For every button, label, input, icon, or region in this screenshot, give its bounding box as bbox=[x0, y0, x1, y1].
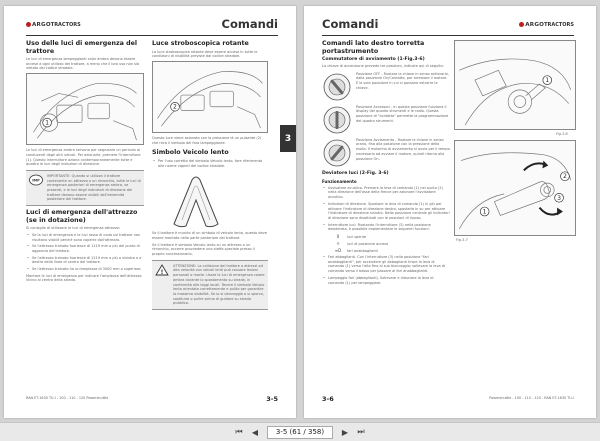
key-position-start bbox=[322, 138, 450, 168]
slow-vehicle-emblem-icon bbox=[152, 170, 268, 228]
argo-logo: ARGOTRACTORS bbox=[519, 22, 574, 28]
heading-implement-lights: Luci di emergenza dell'attrezzo (se in dotazione) bbox=[26, 209, 138, 224]
implement-intro: Si consiglia di utilizzare le luci di emergenza attrezzo: bbox=[26, 226, 120, 231]
heading-beacon: Luce stroboscopica rotante bbox=[152, 40, 249, 47]
svg-text:1: 1 bbox=[45, 120, 49, 127]
list-item: • Avvisatore acustico. Premere la leva di comando (1) nel punto (2) nella direzione dell'asse della frecce per azionare l'avvisatore acustico. bbox=[322, 186, 450, 200]
key-start-text: Posizione Avviamento - Ruotare la chiave in senso orario, fino alla posizione con la pressione della molla. Il motorino di avviamento si avvia per il tempo necessario ad avviare il motore, quindi ritorna alla posizione On. bbox=[356, 137, 450, 161]
hazard-intro: Le luci di emergenza lampeggianti color ambra devono essere accese a ogni utilizzo del trattore, a meno che il loro uso non sia vietato dal codice stradale. bbox=[26, 57, 140, 71]
list-item: • Fari abbaglianti. Con l'interruttore (3) nella posizione "fari anabbaglianti", per accendere gli abbaglianti tirare la leva di comando (1) verso l'alto fino al suo bloccaggio; sollevare la leva di comando verso il basso per passare ai fari anabbaglianti. bbox=[322, 255, 450, 274]
important-icon bbox=[29, 174, 43, 186]
last-page-icon[interactable]: ⏭ bbox=[357, 427, 365, 436]
important-text: IMPORTANTE: Quando si utilizza il trattore contenente un attrezzo o un rimorchio, tutte le luci di emergenza posteriori di emergenza ambra, se presenti, e le luci degli indicatori di direzione del trattore devono essere visibili dall'estremità posteriore del trattore. bbox=[47, 173, 141, 202]
footer-text: RAN ET-1630 TU-I - 100 - 110 - 120 Powershuttle bbox=[26, 396, 109, 400]
attention-text: ATTENZIONE: La collisione del trattore o attrezzi ad alta velocità con veicoli lenti può causare lesioni personali o morte. Usare le luci di emergenza colore ambra durante lo spostamento su strada, in conformità alle leggi locali. Tenere il simbolo Veicolo lento orientato correttamente e pulito per garantire la massima visibilità. Se lo si danneggia o si sporca, sostituire o pulire prima di guidare su strada pubblica. bbox=[173, 263, 265, 306]
prev-page-icon[interactable]: ◀ bbox=[251, 427, 259, 437]
beacon-switch-drawing bbox=[153, 62, 267, 132]
heading-hazard-lights: Uso delle luci di emergenza del trattore bbox=[26, 40, 138, 55]
svg-text:1: 1 bbox=[482, 209, 487, 216]
figure-beacon-switch bbox=[152, 61, 268, 133]
ignition-switch-drawing bbox=[455, 41, 575, 129]
first-page-icon[interactable]: ⏮ bbox=[235, 427, 243, 436]
ignition-key-start-icon bbox=[322, 138, 352, 168]
list-item: • Se l'attrezzo trainato ha un'ampiezza di 3000 mm o superiore. bbox=[26, 267, 144, 272]
section-title: Comandi bbox=[322, 17, 379, 31]
key-position-accessories bbox=[322, 105, 450, 135]
svg-text:1: 1 bbox=[545, 78, 550, 85]
attention-note bbox=[152, 260, 268, 310]
key-acc-text: Posizione Accessori - In questa posizione funziona il display del quadro strumenti e le radio. Questa posizione di "contatto" permette la programmazione del quadro strumenti. bbox=[356, 104, 449, 123]
left-column bbox=[322, 40, 450, 287]
page-header bbox=[26, 17, 278, 36]
svg-text:2: 2 bbox=[173, 104, 177, 111]
warning-triangle-icon bbox=[155, 264, 169, 276]
section-title: Comandi bbox=[221, 17, 278, 31]
svg-text:!: ! bbox=[160, 268, 164, 276]
list-item: • Se l'attrezzo trainato fuoriesce di 1219 mm o più dal punto di aggancio del trattore. bbox=[26, 244, 144, 253]
ignition-key-off-icon bbox=[322, 72, 352, 102]
svg-text:3: 3 bbox=[557, 195, 561, 202]
light-row-dipped: ≡D fari anabbaglianti bbox=[332, 248, 450, 253]
slow-vehicle-bracket: Se il trattore è simbolo Veicolo lento su un attrezzo o un rimorchio, occorre provvedere una staffa speciale presso il proprio concessionario. bbox=[152, 242, 255, 257]
list-item: • Indicatori di direzione. Spostare la leva di comando (1) in giù per attivare l'indicatore di direzione destro, spostarla in su per attivare l'indicatore di direzione sinistro. Nella posizione centrale gli indicatori di direzione sono disattivati con le posizioni di riposo. bbox=[322, 202, 450, 221]
heading-right-controls: Comandi lato destro torretta portastrumento bbox=[322, 40, 425, 55]
figure-hazard-switch bbox=[26, 73, 144, 145]
heading-slow-vehicle: Simbolo Veicolo lento bbox=[152, 149, 229, 157]
left-column bbox=[26, 40, 144, 283]
argo-logo: ARGOTRACTORS bbox=[26, 22, 81, 28]
list-item: • Se l'attrezzo trainato fuoriesce di 1219 mm o più a sinistra o a destra della linea di centro del trattore. bbox=[26, 256, 144, 265]
ignition-key-acc-icon bbox=[322, 105, 352, 135]
figure-light-lever bbox=[454, 140, 576, 236]
hazard-switch-drawing bbox=[27, 74, 143, 144]
right-column bbox=[152, 40, 268, 313]
right-page bbox=[304, 6, 596, 418]
position-light-icon: ☼ bbox=[336, 241, 340, 247]
page-header bbox=[322, 17, 574, 36]
callout-1 bbox=[43, 118, 52, 127]
svg-text:2: 2 bbox=[563, 174, 567, 181]
list-item: • Se la luci di emergenza e le luci rossa di coda sul trattore non risultano visibili perché sono coperte dall'attrezzo. bbox=[26, 233, 144, 242]
chapter-tab: 3 bbox=[280, 125, 296, 152]
subheading-operation: Funzionamento bbox=[322, 178, 357, 184]
page-number: 3-5 bbox=[266, 395, 278, 403]
light-row-position: ☼ luci di posizione accese bbox=[332, 241, 450, 246]
list-item: • Lampeggio fari (abbaglianti). Sollevare e rilasciare la leva di comando (1) per lampeggiare. bbox=[322, 276, 450, 285]
page-number: 3-6 bbox=[322, 395, 334, 403]
beacon-description: Questa luce viene azionata con la pressione di un pulsante (2) che reca il simbolo del faro lampeggiante. bbox=[152, 135, 262, 145]
page-number-input[interactable]: 3-5 (61 / 358) bbox=[267, 426, 333, 439]
important-note bbox=[26, 170, 144, 206]
list-item: • Per l'uso corretto del simbolo Veicolo lento, fare riferimento alle norme vigenti del codice stradale. bbox=[152, 159, 268, 168]
figure-caption-2: Fig.3-7 bbox=[456, 238, 468, 242]
figure-caption-1: Fig.3-6 bbox=[556, 132, 568, 136]
light-lever-drawing bbox=[455, 141, 575, 235]
hazard-description: Le luci di emergenza ambra servono per segnalare un pericolo ai conducenti degli altri veicoli. Per azionarle, premere l'interruttore (1). Questo interruttore aziona contemporaneamente tutte e quattro le luci degli indicatori di direzione. bbox=[26, 148, 141, 167]
footer-text: Powershuttle - 100 - 110 - 120 - RAN ET-1630 TU-I bbox=[489, 396, 574, 400]
slow-vehicle-mounting: Se il trattore è munito di un simbolo di veicolo lento, questo deve essere montato nella parte posteriore del trattore. bbox=[152, 231, 267, 240]
key-position-off bbox=[322, 72, 450, 102]
ignition-intro: La chiave di accensione prevede tre posizioni, indicate qui di seguito: bbox=[322, 64, 444, 68]
key-off-text: Posizione OFF - Ruotare la chiave in senso antiorario, dalla posizione On/Contatto, per arrestare il motore. È la sola posizione in cui si possono estrarre la chiave. bbox=[356, 71, 449, 90]
implement-outro: Montare le luci di emergenza per indicare l'ampiezza dell'attrezzo. Vicino al centro della strada. bbox=[26, 273, 143, 283]
list-item: • Interruttore luci. Ruotando l'interruttore (3) nella posizione desiderata, è possibile implementare le seguenti funzioni: bbox=[322, 223, 450, 232]
light-row-off: 0 luci spente bbox=[332, 234, 450, 239]
dipped-beam-icon: ≡D bbox=[334, 248, 342, 254]
lights-off-icon: 0 bbox=[336, 234, 340, 240]
subheading-ignition: Commutatore di avviamento (1-Fig.3-6) bbox=[322, 57, 425, 62]
figure-ignition-switch bbox=[454, 40, 576, 130]
pdf-navigation-bar bbox=[0, 422, 600, 441]
figure-slow-vehicle-emblem bbox=[152, 170, 268, 228]
subheading-light-switch: Deviatore luci (2-Fig. 3-6) bbox=[322, 170, 389, 176]
left-page bbox=[4, 6, 296, 418]
callout-2 bbox=[171, 102, 180, 111]
beacon-intro: La luce stroboscopica rotante deve essere accesa in tutte le condizioni di visibilità previste dal codice stradale. bbox=[152, 49, 258, 59]
svg-text:IMP: IMP bbox=[32, 178, 40, 183]
next-page-icon[interactable]: ▶ bbox=[341, 427, 349, 437]
